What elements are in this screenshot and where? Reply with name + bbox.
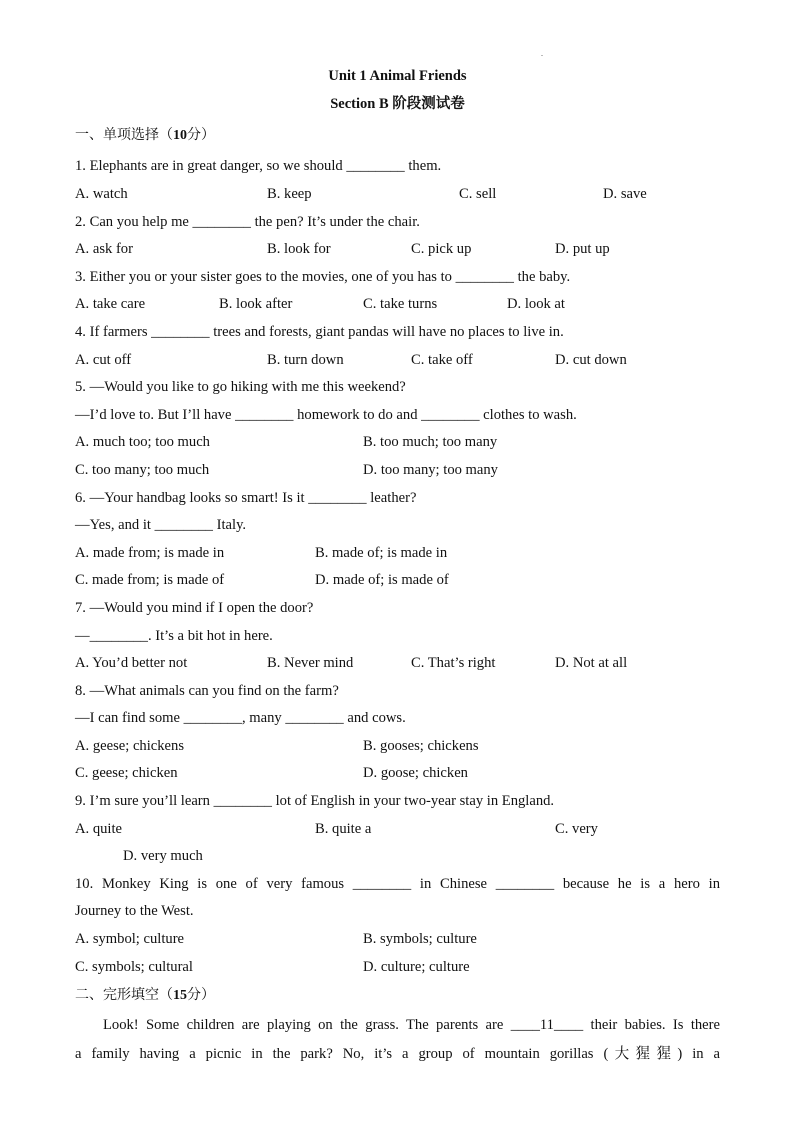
q5-option-a: A. much too; too much bbox=[75, 434, 210, 450]
q8-option-d: D. goose; chicken bbox=[363, 765, 468, 781]
q3-option-b: B. look after bbox=[219, 296, 293, 312]
question-8-stem-reply: —I can find some ________, many ________ and cows. bbox=[75, 710, 406, 726]
q2-option-a: A. ask for bbox=[75, 241, 133, 257]
question-8-stem: 8. —What animals can you find on the farm? bbox=[75, 683, 339, 699]
section-heading-1: 一、单项选择（10分） bbox=[75, 127, 215, 143]
q10-option-b: B. symbols; culture bbox=[363, 931, 477, 947]
q3-option-a: A. take care bbox=[75, 296, 146, 312]
q8-option-b: B. gooses; chickens bbox=[363, 738, 479, 754]
q6-option-b: B. made of; is made in bbox=[315, 545, 448, 561]
q4-option-c: C. take off bbox=[411, 352, 473, 368]
q1-option-a: A. watch bbox=[75, 186, 128, 202]
q9-option-d: D. very much bbox=[123, 848, 203, 864]
page-subtitle: Section B 阶段测试卷 bbox=[330, 96, 465, 112]
q3-option-d: D. look at bbox=[507, 296, 565, 312]
passage-line-1: Look! Some children are playing on the grass. The parents are ____11____ their babies. Is there bbox=[103, 1017, 720, 1033]
section-heading-2: 二、完形填空（15分） bbox=[75, 987, 215, 1003]
page-title: Unit 1 Animal Friends bbox=[328, 68, 467, 84]
question-9-stem: 9. I’m sure you’ll learn ________ lot of English in your two-year stay in England. bbox=[75, 793, 555, 809]
question-6-stem: 6. —Your handbag looks so smart! Is it ________ leather? bbox=[75, 490, 417, 506]
question-1-stem: 1. Elephants are in great danger, so we should ________ them. bbox=[75, 158, 442, 174]
q3-option-c: C. take turns bbox=[363, 296, 438, 312]
q2-option-c: C. pick up bbox=[411, 241, 472, 257]
question-4-stem: 4. If farmers ________ trees and forests, giant pandas will have no places to live in. bbox=[75, 324, 564, 340]
q6-option-c: C. made from; is made of bbox=[75, 572, 225, 588]
q6-option-d: D. made of; is made of bbox=[315, 572, 449, 588]
q1-option-d: D. save bbox=[603, 186, 647, 202]
q8-option-c: C. geese; chicken bbox=[75, 765, 178, 781]
question-3-stem: 3. Either you or your sister goes to the movies, one of you has to ________ the baby. bbox=[75, 269, 571, 285]
q9-option-c: C. very bbox=[555, 821, 598, 837]
q5-option-d: D. too many; too many bbox=[363, 462, 498, 478]
q1-option-b: B. keep bbox=[267, 186, 312, 202]
q7-option-a: A. You’d better not bbox=[75, 655, 188, 671]
q5-option-c: C. too many; too much bbox=[75, 462, 210, 478]
question-7-stem: 7. —Would you mind if I open the door? bbox=[75, 600, 314, 616]
question-6-stem-reply: —Yes, and it ________ Italy. bbox=[75, 517, 247, 533]
passage-line-2: a family having a picnic in the park? No, it’s a group of mountain gorillas (大猩猩) in a bbox=[75, 1046, 720, 1062]
q9-option-a: A. quite bbox=[75, 821, 123, 837]
q10-option-d: D. culture; culture bbox=[363, 959, 470, 975]
question-10-stem-cont: Journey to the West. bbox=[75, 903, 194, 919]
question-5-stem-reply: —I’d love to. But I’ll have ________ homework to do and ________ clothes to wash. bbox=[75, 407, 577, 423]
q2-option-d: D. put up bbox=[555, 241, 610, 257]
q10-option-a: A. symbol; culture bbox=[75, 931, 185, 947]
q5-option-b: B. too much; too many bbox=[363, 434, 498, 450]
question-2-stem: 2. Can you help me ________ the pen? It’s under the chair. bbox=[75, 214, 420, 230]
q8-option-a: A. geese; chickens bbox=[75, 738, 185, 754]
q7-option-b: B. Never mind bbox=[267, 655, 354, 671]
q10-option-c: C. symbols; cultural bbox=[75, 959, 193, 975]
q4-option-b: B. turn down bbox=[267, 352, 344, 368]
q6-option-a: A. made from; is made in bbox=[75, 545, 225, 561]
q7-option-c: C. That’s right bbox=[411, 655, 496, 671]
scan-mark bbox=[541, 55, 543, 56]
q2-option-b: B. look for bbox=[267, 241, 331, 257]
question-7-stem-reply: —________. It’s a bit hot in here. bbox=[75, 628, 273, 644]
q9-option-b: B. quite a bbox=[315, 821, 372, 837]
q4-option-d: D. cut down bbox=[555, 352, 627, 368]
question-5-stem: 5. —Would you like to go hiking with me this weekend? bbox=[75, 379, 406, 395]
q7-option-d: D. Not at all bbox=[555, 655, 628, 671]
q4-option-a: A. cut off bbox=[75, 352, 132, 368]
q1-option-c: C. sell bbox=[459, 186, 497, 202]
question-10-stem: 10. Monkey King is one of very famous ________ in Chinese ________ because he is a hero in bbox=[75, 876, 720, 892]
